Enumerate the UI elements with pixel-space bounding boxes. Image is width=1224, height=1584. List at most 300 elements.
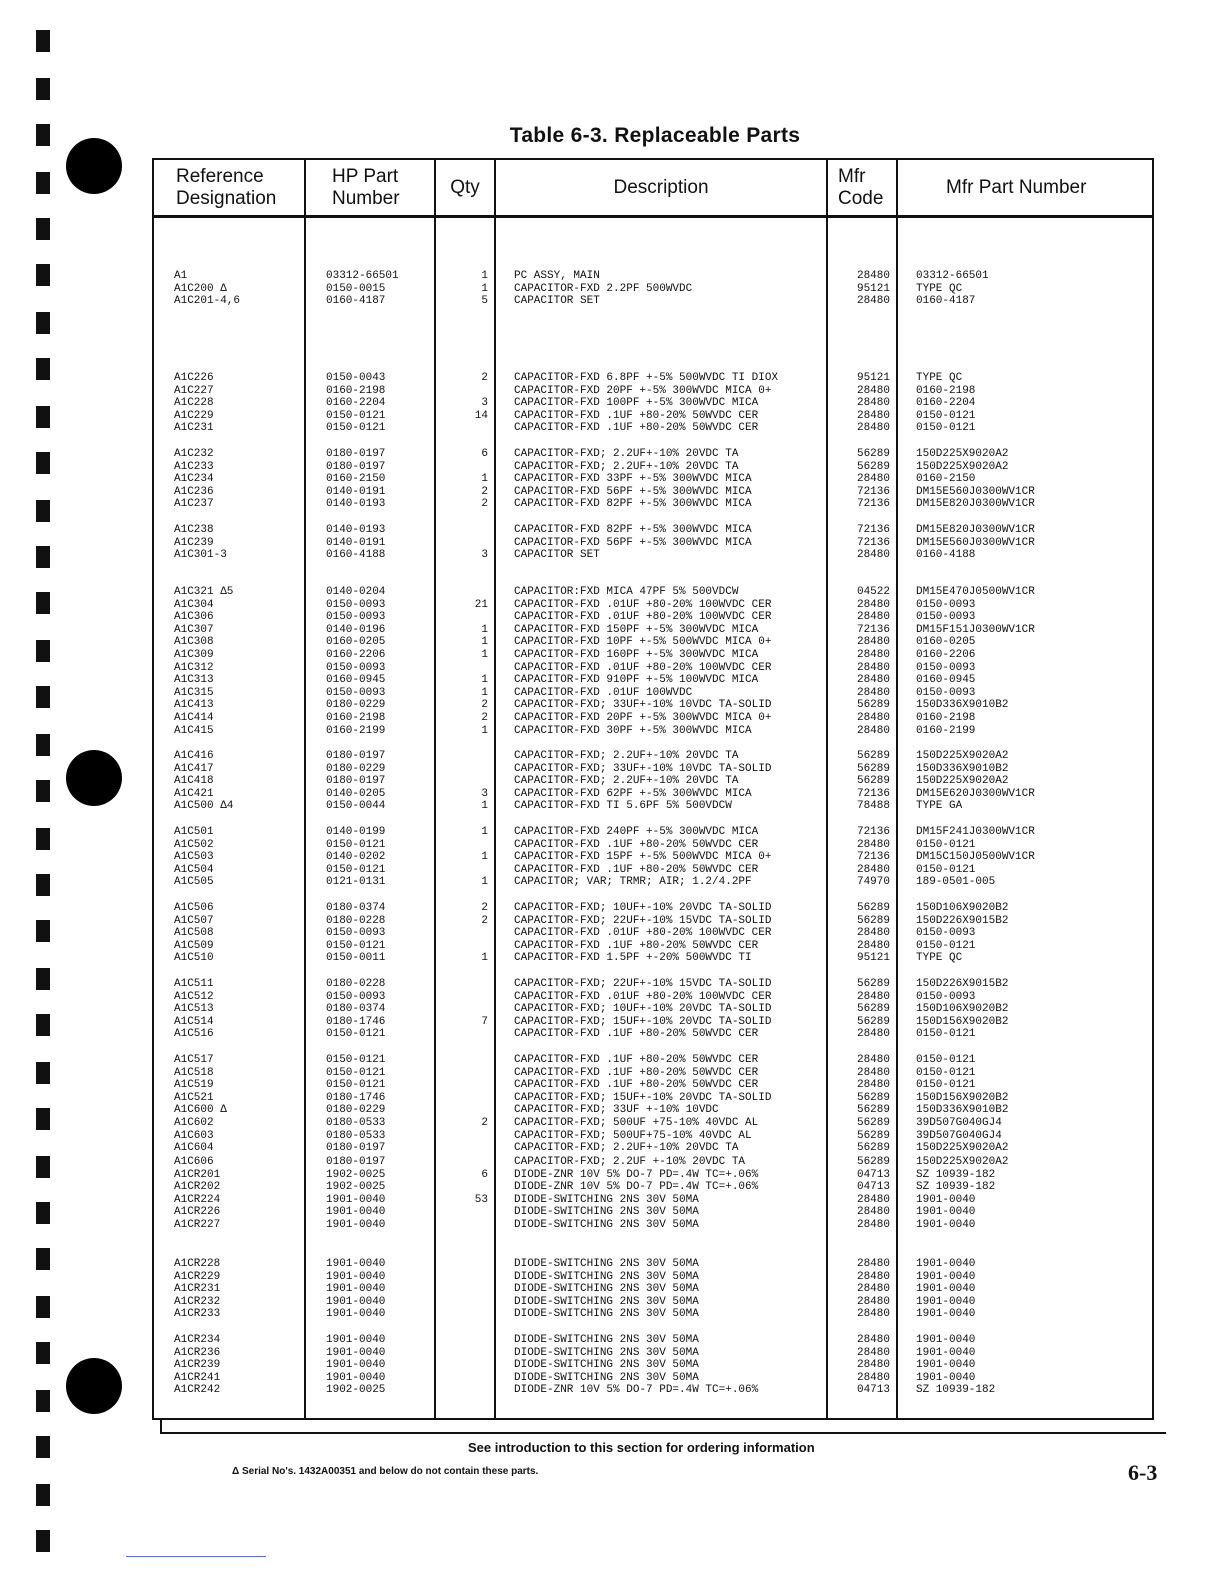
ref-designation: A1CR231: [174, 1283, 221, 1296]
binding-mark: [36, 920, 50, 942]
mfr-part-number: 1901-0040: [916, 1371, 976, 1384]
hp-part-number: 0150-0121: [326, 1066, 386, 1079]
mfr-code: 28480: [856, 674, 890, 687]
description: CAPACITOR-FXD; 10UF+-10% 20VDC TA-SOLID: [514, 902, 772, 914]
description: CAPACITOR-FXD 160PF +-5% 300WVDC MICA: [514, 648, 759, 661]
description: CAPACITOR-FXD; 15UF+-10% 20VDC TA-SOLID: [514, 1091, 772, 1104]
qty: 1: [481, 686, 488, 699]
ref-designation: A1CR202: [174, 1181, 221, 1194]
mfr-part-number: DM15F151J0300WV1CR: [916, 623, 1035, 636]
hp-part-number: 0160-4188: [326, 549, 386, 562]
header-mfr-line1: Mfr: [838, 165, 866, 187]
mfr-part-number: 150D156X9020B2: [916, 1091, 1009, 1104]
description: CAPACITOR-FXD; 2.2UF+-10% 20VDC TA: [514, 460, 739, 473]
description: CAPACITOR-FXD; 33UF+-10% 10VDC TA-SOLID: [514, 762, 772, 775]
ref-designation: A1C604: [174, 1142, 214, 1155]
mfr-code: 28480: [856, 598, 890, 611]
binding-mark: [36, 172, 50, 194]
row-group: [154, 826, 1152, 889]
ref-designation: A1C201-4,6: [174, 295, 241, 308]
mfr-part-number: 1901-0040: [916, 1218, 976, 1231]
ref-designation: A1C510: [174, 952, 214, 965]
table-row: [154, 611, 1152, 624]
mfr-part-number: 0150-0121: [916, 409, 976, 422]
qty: 1: [481, 952, 488, 965]
table-row: [154, 537, 1152, 550]
mfr-code: 28480: [856, 1218, 890, 1231]
mfr-part-number: 03312-66501: [916, 270, 989, 282]
mfr-part-number: 1901-0040: [916, 1258, 976, 1270]
hp-part-number: 0150-0121: [326, 1054, 386, 1066]
table-row: [154, 1359, 1152, 1372]
ref-designation: A1C519: [174, 1079, 214, 1092]
table-row: [154, 385, 1152, 398]
description: CAPACITOR-FXD 6.8PF +-5% 500WVDC TI DIOX: [514, 372, 779, 384]
hp-part-number: 0160-2198: [326, 711, 386, 724]
mfr-code: 56289: [856, 1142, 890, 1155]
qty: 2: [481, 902, 488, 914]
hp-part-number: 1901-0040: [326, 1359, 386, 1372]
table-row: [154, 800, 1152, 813]
mfr-part-number: DM15F241J0300WV1CR: [916, 826, 1035, 838]
description: CAPACITOR-FXD .1UF +80-20% 50WVDC CER: [514, 1028, 759, 1041]
mfr-code: 28480: [856, 473, 890, 486]
mfr-code: 28480: [856, 409, 890, 422]
mfr-code: 56289: [856, 1003, 890, 1016]
mfr-code: 28480: [856, 549, 890, 562]
ref-designation: A1C506: [174, 902, 214, 914]
table-row: [154, 1347, 1152, 1360]
table-row: [154, 927, 1152, 940]
qty: 2: [481, 498, 488, 511]
hp-part-number: 0140-0196: [326, 623, 386, 636]
mfr-code: 28480: [856, 990, 890, 1003]
description: CAPACITOR-FXD .1UF +80-20% 50WVDC CER: [514, 1066, 759, 1079]
mfr-part-number: DM15E620J0300WV1CR: [916, 787, 1035, 800]
mfr-part-number: 0150-0121: [916, 863, 976, 876]
table-row: [154, 283, 1152, 296]
mfr-part-number: 0150-0121: [916, 422, 976, 435]
ref-designation: A1C304: [174, 598, 214, 611]
hp-part-number: 0180-0197: [326, 750, 386, 762]
ref-designation: A1CR224: [174, 1193, 221, 1206]
mfr-part-number: 150D225X9020A2: [916, 750, 1009, 762]
mfr-code: 28480: [856, 1054, 890, 1066]
description: CAPACITOR-FXD; 500UF+75-10% 40VDC AL: [514, 1129, 752, 1142]
qty: 1: [481, 473, 488, 486]
ref-designation: A1CR232: [174, 1295, 221, 1308]
mfr-code: 72136: [856, 485, 890, 498]
mfr-part-number: 150D336X9010B2: [916, 762, 1009, 775]
description: DIODE-SWITCHING 2NS 30V 50MA: [514, 1270, 699, 1283]
header-ref: [154, 160, 304, 218]
hp-part-number: 0150-0093: [326, 990, 386, 1003]
qty: 1: [481, 876, 488, 889]
hp-part-number: 0180-0229: [326, 1104, 386, 1117]
punch-hole: [66, 750, 122, 806]
description: CAPACITOR-FXD 10PF +-5% 500WVDC MICA 0+: [514, 636, 772, 649]
binding-mark: [36, 968, 50, 990]
mfr-part-number: 150D226X9015B2: [916, 914, 1009, 927]
binding-mark: [36, 406, 50, 428]
hp-part-number: 0140-0199: [326, 826, 386, 838]
hp-part-number: 1901-0040: [326, 1308, 386, 1321]
hp-part-number: 0150-0121: [326, 422, 386, 435]
binding-mark: [36, 1296, 50, 1318]
qty: 1: [481, 724, 488, 737]
ref-designation: A1C502: [174, 838, 214, 851]
mfr-code: 04713: [856, 1384, 890, 1397]
table-row: [154, 1054, 1152, 1067]
table-row: [154, 1219, 1152, 1232]
ref-designation: A1C516: [174, 1028, 214, 1041]
hp-part-number: 0140-0205: [326, 787, 386, 800]
mfr-part-number: 150D225X9020A2: [916, 460, 1009, 473]
hp-part-number: 0180-0374: [326, 902, 386, 914]
table-title: Table 6-3. Replaceable Parts: [509, 124, 801, 147]
binding-mark: [36, 592, 50, 614]
description: CAPACITOR-FXD 62PF +-5% 300WVDC MICA: [514, 787, 752, 800]
mfr-part-number: 1901-0040: [916, 1334, 976, 1346]
mfr-code: 28480: [856, 1346, 890, 1359]
mfr-code: 56289: [856, 1156, 890, 1168]
mfr-part-number: 189-0501-005: [916, 876, 996, 889]
qty: 2: [481, 372, 488, 384]
mfr-code: 28480: [856, 1193, 890, 1206]
hp-part-number: 1901-0040: [326, 1218, 386, 1231]
mfr-part-number: 0150-0121: [916, 939, 976, 952]
qty: 3: [481, 397, 488, 410]
hp-part-number: 0150-0121: [326, 409, 386, 422]
mfr-part-number: 0160-0205: [916, 636, 976, 649]
binding-mark: [36, 686, 50, 708]
hp-part-number: 0150-0093: [326, 686, 386, 699]
ref-designation: A1C236: [174, 485, 214, 498]
table-row: [154, 1258, 1152, 1271]
qty: 2: [481, 485, 488, 498]
hp-part-number: 0180-0228: [326, 978, 386, 990]
row-group: [154, 978, 1152, 1041]
qty: 6: [481, 448, 488, 460]
punch-hole: [66, 1358, 122, 1414]
mfr-part-number: TYPE GA: [916, 800, 963, 813]
hp-part-number: 1901-0040: [326, 1206, 386, 1219]
description: CAPACITOR; VAR; TRMR; AIR; 1.2/4.2PF: [514, 876, 752, 889]
mfr-part-number: 1901-0040: [916, 1193, 976, 1206]
hp-part-number: 0140-0193: [326, 498, 386, 511]
binding-mark: [36, 1156, 50, 1178]
ref-designation: A1C231: [174, 422, 214, 435]
ref-designation: A1C500 Δ4: [174, 800, 234, 813]
mfr-code: 28480: [856, 939, 890, 952]
table-row: [154, 902, 1152, 915]
mfr-code: 72136: [856, 851, 890, 864]
description: CAPACITOR-FXD .1UF +80-20% 50WVDC CER: [514, 422, 759, 435]
description: CAPACITOR-FXD .1UF +80-20% 50WVDC CER: [514, 863, 759, 876]
table-row: [154, 876, 1152, 889]
mfr-part-number: 0150-0121: [916, 838, 976, 851]
binding-mark: [36, 640, 50, 662]
hp-part-number: 1901-0040: [326, 1371, 386, 1384]
mfr-part-number: 0160-4187: [916, 295, 976, 308]
mfr-code: 04522: [856, 586, 890, 598]
hp-part-number: 0160-4187: [326, 295, 386, 308]
ref-designation: A1C521: [174, 1091, 214, 1104]
ref-designation: A1C418: [174, 775, 214, 788]
table-row: [154, 549, 1152, 562]
table-row: [154, 1130, 1152, 1143]
mfr-code: 28480: [856, 1295, 890, 1308]
hp-part-number: 0150-0121: [326, 863, 386, 876]
ref-designation: A1C233: [174, 460, 214, 473]
qty: 6: [481, 1168, 488, 1181]
row-group: [154, 1156, 1152, 1232]
table-row: [154, 1169, 1152, 1182]
mfr-code: 04713: [856, 1181, 890, 1194]
mfr-code: 56289: [856, 1129, 890, 1142]
binding-mark: [36, 734, 50, 756]
mfr-part-number: 150D225X9020A2: [916, 775, 1009, 788]
table-row: [154, 486, 1152, 499]
table-row: [154, 1003, 1152, 1016]
mfr-code: 78488: [856, 800, 890, 813]
table-row: [154, 788, 1152, 801]
table-row: [154, 1028, 1152, 1041]
table-row: [154, 636, 1152, 649]
binding-mark: [36, 1342, 50, 1364]
qty: 1: [481, 674, 488, 687]
mfr-part-number: 0150-0121: [916, 1028, 976, 1041]
description: DIODE-SWITCHING 2NS 30V 50MA: [514, 1346, 699, 1359]
description: CAPACITOR-FXD 240PF +-5% 300WVDC MICA: [514, 826, 759, 838]
mfr-part-number: 150D225X9020A2: [916, 1156, 1009, 1168]
parts-table: [152, 158, 1154, 1420]
table-row: [154, 1271, 1152, 1284]
mfr-part-number: 39D507G040GJ4: [916, 1129, 1002, 1142]
description: CAPACITOR SET: [514, 295, 600, 308]
hp-part-number: 0150-0093: [326, 611, 386, 624]
row-group: [154, 448, 1152, 511]
mfr-part-number: 1901-0040: [916, 1295, 976, 1308]
qty: 2: [481, 699, 488, 712]
binding-mark: [36, 358, 50, 380]
mfr-part-number: 150D336X9010B2: [916, 699, 1009, 712]
qty: 1: [481, 851, 488, 864]
header-ref-line1: Reference: [176, 165, 264, 187]
header-hp: [306, 160, 434, 218]
description: CAPACITOR-FXD 150PF +-5% 300WVDC MICA: [514, 623, 759, 636]
mfr-part-number: DM15E470J0500WV1CR: [916, 586, 1035, 598]
mfr-code: 56289: [856, 914, 890, 927]
mfr-code: 56289: [856, 775, 890, 788]
hp-part-number: 0150-0044: [326, 800, 386, 813]
mfr-code: 28480: [856, 270, 890, 282]
ref-designation: A1C512: [174, 990, 214, 1003]
mfr-code: 28480: [856, 661, 890, 674]
row-group: [154, 1334, 1152, 1397]
description: CAPACITOR-FXD; 2.2UF+-10% 20VDC TA: [514, 775, 739, 788]
ref-designation: A1CR227: [174, 1218, 221, 1231]
ref-designation: A1C200 Δ: [174, 282, 227, 295]
ref-designation: A1CR239: [174, 1359, 221, 1372]
qty: 14: [474, 409, 488, 422]
mfr-part-number: 0160-2150: [916, 473, 976, 486]
qty: 2: [481, 914, 488, 927]
description: CAPACITOR-FXD .1UF +80-20% 50WVDC CER: [514, 838, 759, 851]
ref-designation: A1C509: [174, 939, 214, 952]
hp-part-number: 0180-0533: [326, 1129, 386, 1142]
description: CAPACITOR-FXD; 2.2UF+-10% 20VDC TA: [514, 750, 739, 762]
table-row: [154, 699, 1152, 712]
mfr-part-number: 1901-0040: [916, 1206, 976, 1219]
mfr-part-number: 0160-2199: [916, 724, 976, 737]
table-row: [154, 915, 1152, 928]
mfr-code: 28480: [856, 1334, 890, 1346]
description: DIODE-SWITCHING 2NS 30V 50MA: [514, 1258, 699, 1270]
hp-part-number: 0160-2198: [326, 384, 386, 397]
mfr-part-number: DM15E820J0300WV1CR: [916, 498, 1035, 511]
mfr-code: 28480: [856, 384, 890, 397]
hp-part-number: 1901-0040: [326, 1346, 386, 1359]
table-row: [154, 624, 1152, 637]
ref-designation: A1C227: [174, 384, 214, 397]
ref-designation: A1C415: [174, 724, 214, 737]
ref-designation: A1C514: [174, 1015, 214, 1028]
mfr-code: 56289: [856, 460, 890, 473]
table-row: [154, 649, 1152, 662]
binding-mark: [36, 780, 50, 802]
hp-part-number: 1901-0040: [326, 1334, 386, 1346]
ref-designation: A1C600 Δ: [174, 1104, 227, 1117]
ref-designation: A1C507: [174, 914, 214, 927]
qty: 53: [474, 1193, 488, 1206]
table-row: [154, 991, 1152, 1004]
table-row: [154, 775, 1152, 788]
description: CAPACITOR-FXD 100PF +-5% 300WVDC MICA: [514, 397, 759, 410]
header-mfr: [828, 160, 896, 218]
ref-designation: A1CR201: [174, 1168, 221, 1181]
mfr-part-number: 150D225X9020A2: [916, 1142, 1009, 1155]
ref-designation: A1C414: [174, 711, 214, 724]
description: DIODE-SWITCHING 2NS 30V 50MA: [514, 1359, 699, 1372]
mfr-code: 28480: [856, 1066, 890, 1079]
binding-mark: [36, 452, 50, 474]
description: CAPACITOR-FXD 56PF +-5% 300WVDC MICA: [514, 485, 752, 498]
ordering-note: See introduction to this section for ordering information: [468, 1440, 815, 1455]
qty: 1: [481, 282, 488, 295]
table-row: [154, 864, 1152, 877]
ref-designation: A1CR229: [174, 1270, 221, 1283]
table-row: [154, 1372, 1152, 1385]
mfr-part-number: SZ 10939-182: [916, 1168, 996, 1181]
table-row: [154, 978, 1152, 991]
hp-part-number: 0140-0191: [326, 485, 386, 498]
hp-part-number: 0150-0093: [326, 927, 386, 940]
mfr-code: 56289: [856, 1104, 890, 1117]
ref-designation: A1C237: [174, 498, 214, 511]
description: CAPACITOR-FXD .01UF +80-20% 100WVDC CER: [514, 661, 772, 674]
mfr-code: 56289: [856, 978, 890, 990]
header-mfr-line2: Code: [838, 187, 884, 209]
binding-mark: [36, 312, 50, 334]
ref-designation: A1CR234: [174, 1334, 221, 1346]
binding-mark: [36, 500, 50, 522]
mfr-code: 56289: [856, 699, 890, 712]
mfr-code: 28480: [856, 1371, 890, 1384]
ref-designation: A1C229: [174, 409, 214, 422]
hp-part-number: 0180-1746: [326, 1015, 386, 1028]
table-row: [154, 295, 1152, 308]
ref-designation: A1C228: [174, 397, 214, 410]
ref-designation: A1C238: [174, 524, 214, 536]
header-hp-line2: Number: [332, 187, 400, 209]
mfr-part-number: 0150-0093: [916, 927, 976, 940]
table-row: [154, 498, 1152, 511]
hp-part-number: 0150-0015: [326, 282, 386, 295]
mfr-part-number: 0160-2204: [916, 397, 976, 410]
table-row: [154, 1117, 1152, 1130]
mfr-code: 28480: [856, 295, 890, 308]
hp-part-number: 0180-0228: [326, 914, 386, 927]
table-row: [154, 1384, 1152, 1397]
table-row: [154, 1104, 1152, 1117]
binding-mark: [36, 218, 50, 240]
table-row: [154, 1142, 1152, 1155]
mfr-part-number: TYPE QC: [916, 952, 963, 965]
ref-designation: A1C518: [174, 1066, 214, 1079]
mfr-part-number: 150D106X9020B2: [916, 902, 1009, 914]
hp-part-number: 1901-0040: [326, 1295, 386, 1308]
mfr-code: 56289: [856, 750, 890, 762]
hp-part-number: 0150-0011: [326, 952, 386, 965]
binding-mark: [36, 874, 50, 896]
table-row: [154, 473, 1152, 486]
description: CAPACITOR-FXD 82PF +-5% 300WVDC MICA: [514, 524, 752, 536]
ref-designation: A1C308: [174, 636, 214, 649]
description: CAPACITOR-FXD; 500UF +75-10% 40VDC AL: [514, 1116, 759, 1129]
binding-mark: [36, 1484, 50, 1506]
mfr-part-number: DM15E820J0300WV1CR: [916, 524, 1035, 536]
ref-designation: A1: [174, 270, 188, 282]
mfr-code: 74970: [856, 876, 890, 889]
hp-part-number: 0140-0193: [326, 524, 386, 536]
ref-designation: A1C505: [174, 876, 214, 889]
description: CAPACITOR:FXD MICA 47PF 5% 500VDCW: [514, 586, 739, 598]
description: CAPACITOR SET: [514, 549, 600, 562]
mfr-part-number: DM15E560J0300WV1CR: [916, 485, 1035, 498]
table-shadow-line: [160, 1432, 1166, 1434]
hp-part-number: 0150-0121: [326, 1028, 386, 1041]
hp-part-number: 0160-0945: [326, 674, 386, 687]
mfr-code: 28480: [856, 1308, 890, 1321]
hp-part-number: 0180-0229: [326, 699, 386, 712]
page-number: 6-3: [1128, 1460, 1158, 1485]
table-row: [154, 674, 1152, 687]
mfr-code: 28480: [856, 397, 890, 410]
mfr-part-number: 0150-0121: [916, 1079, 976, 1092]
binding-mark: [36, 828, 50, 850]
mfr-part-number: 1901-0040: [916, 1270, 976, 1283]
description: DIODE-SWITCHING 2NS 30V 50MA: [514, 1334, 699, 1346]
mfr-code: 28480: [856, 1283, 890, 1296]
ref-designation: A1C315: [174, 686, 214, 699]
hp-part-number: 0180-0374: [326, 1003, 386, 1016]
row-group: [154, 1258, 1152, 1321]
mfr-code: 28480: [856, 863, 890, 876]
mfr-part-number: 0150-0121: [916, 1054, 976, 1066]
mfr-code: 28480: [856, 1258, 890, 1270]
ref-designation: A1CR236: [174, 1346, 221, 1359]
